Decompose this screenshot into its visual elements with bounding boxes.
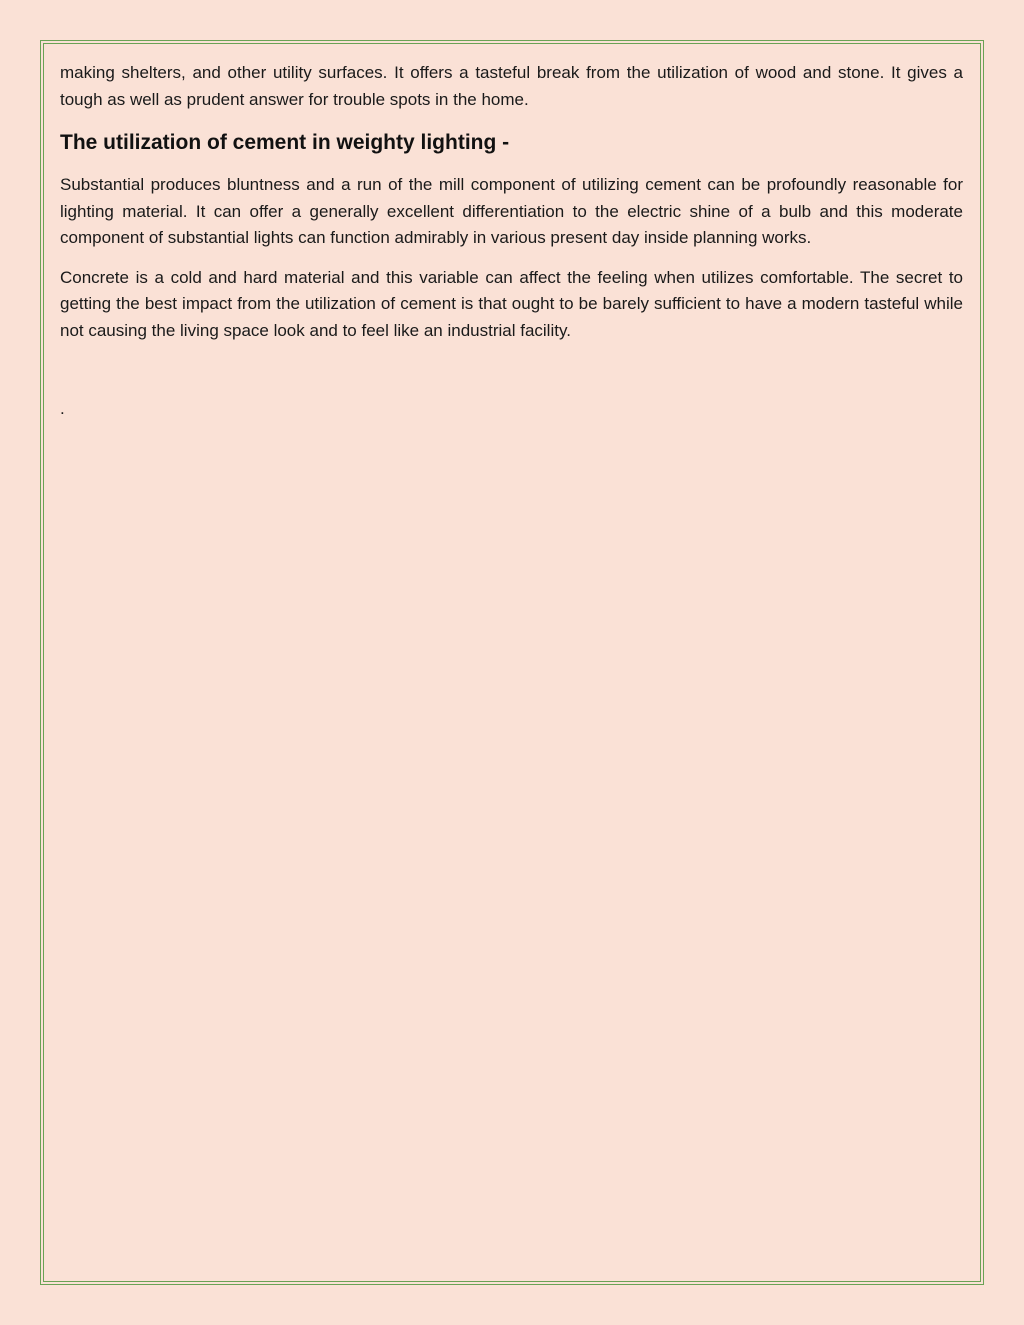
paragraph-concrete: Concrete is a cold and hard material and this variable can affect the feeling when utilizes comfortable. The secret to getting the best impact from the utilization of cement is that ought to be barely sufficient to have a modern tasteful while not causing the living space look and to feel like an industrial facility. <box>60 267 963 340</box>
section-heading: The utilization of cement in weighty lighting - <box>60 131 510 154</box>
paragraph-intro: making shelters, and other utility surfaces. It offers a tasteful break from the utilization of wood and stone. It gives a tough as well as prudent answer for trouble spots in the home. <box>60 63 963 109</box>
paragraph-lighting: Substantial produces bluntness and a run of the mill component of utilizing cement can be profoundly reasonable for lighting material. It can offer a generally excellent differentiation to the electric shine of a bulb and this moderate component of substantial lights can function admirably in various present day inside planning works. <box>60 175 963 247</box>
trailing-period: . <box>60 399 65 418</box>
document-body <box>60 60 963 422</box>
